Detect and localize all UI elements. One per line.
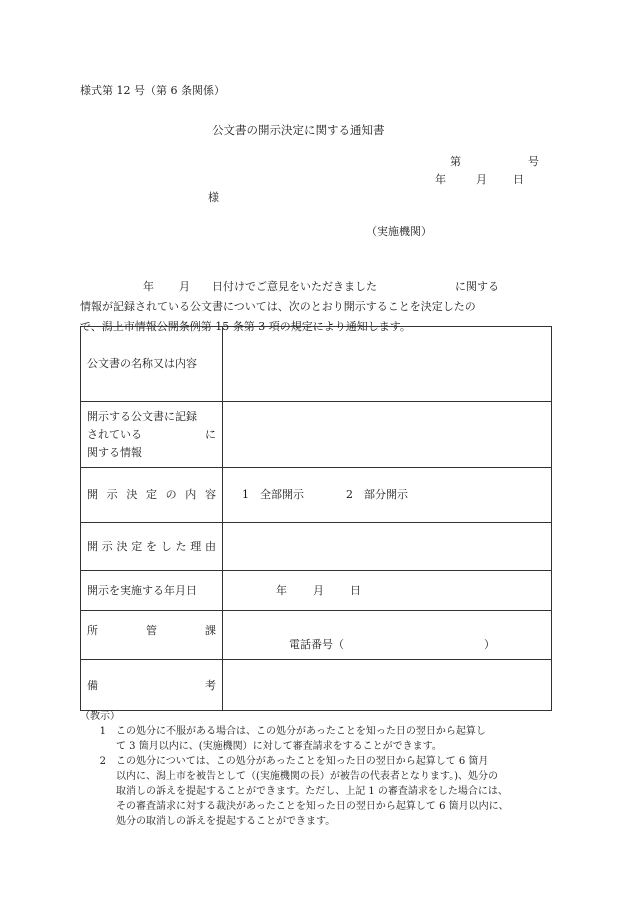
table-row <box>81 402 552 468</box>
form-number: 様式第 12 号（第 6 条関係） <box>80 84 225 97</box>
value-disclosed-info <box>223 402 552 468</box>
phone-label: 電話番号（ <box>289 638 344 651</box>
table-row <box>81 611 552 660</box>
phone-close: ） <box>484 638 495 651</box>
label-char: 開 <box>87 539 98 553</box>
instruction-line: この処分については、この処分があったことを知った日の翌日から起算して 6 箇月 <box>116 756 489 767</box>
label-char: 由 <box>205 539 216 553</box>
label-remarks <box>81 660 223 711</box>
intro-line-2: 情報が記録されている公文書については、次のとおり開示することを決定したの <box>80 300 476 313</box>
label-char: 管 <box>146 624 157 637</box>
table-row <box>81 660 552 711</box>
instruction-line: 処分の取消しの訴えを提起することができます。 <box>116 816 336 827</box>
instruction-line: 取消しの訴えを提起することができます。ただし、上記 1 の審査請求をした場合には、 <box>116 786 508 797</box>
label-char: 開 <box>87 488 98 501</box>
instruction-line: その審査請求に対する裁決があったことを知った日の翌日から起算して 6 箇月以内に、 <box>116 801 509 812</box>
intro-month: 月 <box>179 280 190 293</box>
label-disclosed-info-line2 <box>87 426 216 444</box>
value-decision-reason <box>223 523 552 571</box>
table-row <box>81 571 552 611</box>
instruction-number: 1 <box>99 726 106 737</box>
instruction-body <box>116 754 560 829</box>
label-char: し <box>160 539 172 553</box>
label-char: 定 <box>145 488 157 501</box>
instruction-line: 以内に、潟上市を被告として（(実施機関の長）が被告の代表者となります。)、処分の <box>116 771 499 782</box>
instruction-number: 2 <box>99 756 106 767</box>
value-decision-content <box>223 468 552 523</box>
disclosure-table <box>80 326 552 711</box>
value-department <box>223 611 552 660</box>
intro-line-1 <box>80 277 552 297</box>
date-year: 年 <box>435 173 446 186</box>
instructions-section <box>80 709 560 829</box>
value-remarks <box>223 660 552 711</box>
value-document-name <box>223 327 552 402</box>
label-document-name: 公文書の名称又は内容 <box>81 327 223 402</box>
number-dai: 第 <box>450 155 461 168</box>
label-char: 所 <box>87 624 98 637</box>
intro-year: 年 <box>143 280 154 293</box>
label-disclosure-date: 開示を実施する年月日 <box>81 571 223 611</box>
label-char: 定 <box>131 539 143 553</box>
label-char: 決 <box>126 488 138 501</box>
intro-end: に関する <box>455 280 499 293</box>
label-char: 備 <box>87 679 98 692</box>
instructions-heading: （教示） <box>80 711 120 722</box>
label-char: を <box>146 539 157 553</box>
instruction-item <box>80 754 560 829</box>
document-title: 公文書の開示決定に関する通知書 <box>212 123 385 137</box>
label-decision-content <box>81 468 223 523</box>
label-department <box>81 611 223 660</box>
label-disclosed-info-line2a: されている <box>87 427 142 441</box>
label-char: 課 <box>205 624 216 637</box>
instruction-body <box>116 724 560 754</box>
disclosure-day: 日 <box>350 583 361 597</box>
value-disclosure-date <box>223 571 552 611</box>
addressee-sama: 様 <box>208 191 219 204</box>
label-char: 理 <box>190 539 202 553</box>
label-char: 示 <box>106 488 118 501</box>
label-decision-reason <box>81 523 223 571</box>
date-day: 日 <box>513 173 524 186</box>
label-char: 内 <box>185 488 197 501</box>
instruction-line: この処分に不服がある場合は、この処分があったことを知った日の翌日から起算し <box>116 726 486 737</box>
table-row <box>81 327 552 402</box>
label-char: 示 <box>101 539 113 553</box>
intro-line-3: で、潟上市情報公開条例第 15 条第 3 項の規定により通知します。 <box>80 320 411 333</box>
disclosure-year: 年 <box>276 583 287 597</box>
disclosure-month: 月 <box>313 583 324 597</box>
table-row <box>81 523 552 571</box>
implementing-agency: （実施機関） <box>366 225 432 238</box>
label-char: 容 <box>204 488 216 501</box>
instruction-item <box>80 724 560 754</box>
date-month: 月 <box>476 173 487 186</box>
label-char: 考 <box>205 679 216 692</box>
number-go: 号 <box>528 155 539 168</box>
label-char: 決 <box>116 539 128 553</box>
label-char: た <box>175 539 187 553</box>
table-row <box>81 468 552 523</box>
label-disclosed-info-line1: 開示する公文書に記録 <box>87 409 197 423</box>
option-full-disclosure: 1 全部開示 <box>242 488 304 501</box>
label-char: の <box>165 488 177 501</box>
label-disclosed-info <box>81 402 223 468</box>
option-partial-disclosure: 2 部分開示 <box>346 488 408 501</box>
label-disclosed-info-line3: 関する情報 <box>87 445 142 459</box>
label-disclosed-info-line2b: に <box>205 427 216 441</box>
intro-text: 日付けでご意見をいただきました <box>212 280 377 293</box>
instruction-line: て 3 箇月以内に、(実施機関）に対して審査請求をすることができます。 <box>116 741 442 752</box>
